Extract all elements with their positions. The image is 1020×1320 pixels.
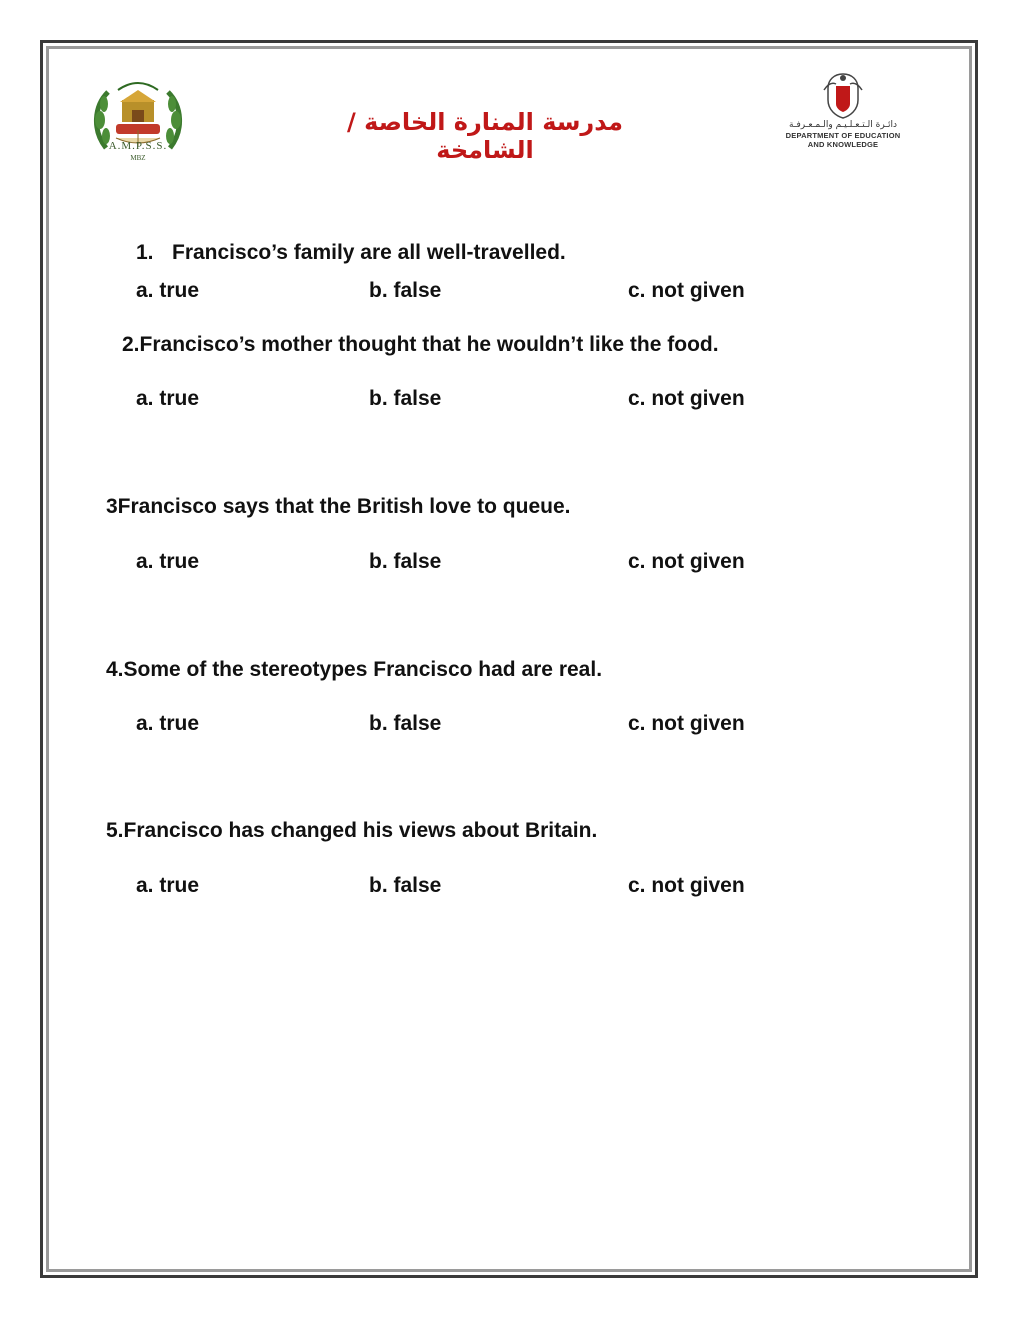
question-2-option-a: a. true xyxy=(136,387,200,410)
question-4-option-a: a. true xyxy=(136,712,200,735)
question-1-option-b: b. false xyxy=(369,279,442,302)
school-title: مدرسة المنارة الخاصة / الشامخة xyxy=(347,108,623,164)
question-4-text: 4.Some of the stereotypes Francisco had are real. xyxy=(106,658,603,681)
question-1-number: 1. xyxy=(136,241,154,264)
school-logo-text: A.M.P.S.S. xyxy=(108,140,168,152)
question-3-text: 3Francisco says that the British love to queue. xyxy=(106,495,571,518)
question-1-option-a: a. true xyxy=(136,279,200,302)
question-5-option-c: c. not given xyxy=(628,874,745,897)
question-2-option-c: c. not given xyxy=(628,387,745,410)
question-4-option-b: b. false xyxy=(369,712,442,735)
department-logo xyxy=(780,70,906,160)
question-2-option-b: b. false xyxy=(369,387,442,410)
question-3-option-a: a. true xyxy=(136,550,200,573)
question-1-text: Francisco’s family are all well-travelled. xyxy=(172,241,566,264)
department-name-arabic: دائـرة الـتـعـلـيـم والـمـعـرفـة xyxy=(789,120,897,130)
question-5-option-a: a. true xyxy=(136,874,200,897)
question-3-option-b: b. false xyxy=(369,550,442,573)
question-3-option-c: c. not given xyxy=(628,550,745,573)
school-logo-subtext: MBZ xyxy=(130,154,146,162)
question-2-text: 2.Francisco’s mother thought that he wouldn’t like the food. xyxy=(122,333,719,356)
department-name-english-line1: DEPARTMENT OF EDUCATION xyxy=(785,131,901,140)
question-4-option-c: c. not given xyxy=(628,712,745,735)
question-5-option-b: b. false xyxy=(369,874,442,897)
department-name-english-line2: AND KNOWLEDGE xyxy=(807,140,879,149)
falcon-emblem-icon xyxy=(820,70,866,120)
question-5-text: 5.Francisco has changed his views about Britain. xyxy=(106,819,598,842)
question-1-option-c: c. not given xyxy=(628,279,745,302)
